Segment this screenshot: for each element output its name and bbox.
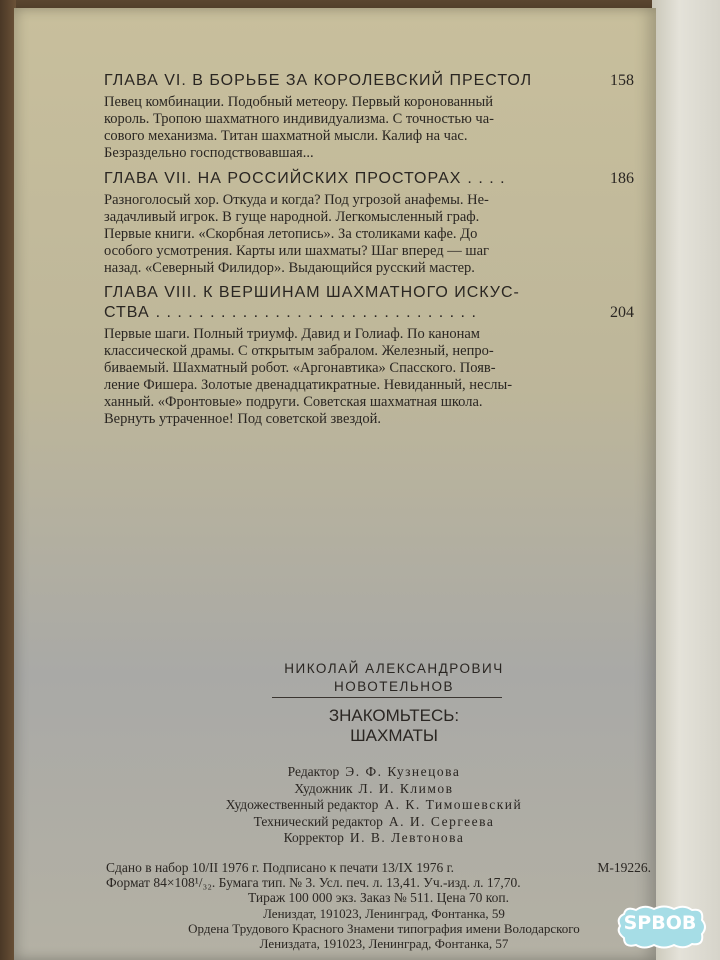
- imprint-line: [106, 860, 651, 875]
- imprint-dates: Сдано в набор 10/II 1976 г. Подписано к печати 13/IX 1976 г.: [106, 860, 454, 875]
- imprint-print-run: Тираж 100 000 экз. Заказ № 511. Цена 70 коп.: [247, 890, 510, 905]
- printer-address: Лениздата, 191023, Ленинград, Фонтанка, 57: [259, 936, 509, 951]
- credit-name: А. К. Тимошевский: [384, 797, 523, 812]
- author-name: [269, 660, 519, 696]
- summary-line: ханный. «Фронтовые» подруги. Советская шахматная школа.: [104, 394, 483, 410]
- summary-line: биваемый. Шахматный робот. «Аргонавтика» Спасского. Появ-: [104, 360, 496, 376]
- summary-line: Первые шаги. Полный триумф. Давид и Голиаф. По канонам: [104, 326, 480, 342]
- leader-dots: . . . . . . . . . . . . . . . . . . . . . . . . . . . . . .: [155, 304, 477, 321]
- credit-role: Художественный редактор: [225, 797, 379, 812]
- credit-name: Л. И. Климов: [358, 780, 454, 796]
- credit-line: [164, 764, 584, 781]
- chapter-heading: [104, 284, 634, 302]
- imprint-format: Формат 84×108¹/₃₂. Бумага тип. № 3. Усл. печ. л. 13,41. Уч.-изд. л. 17,70.: [106, 875, 521, 890]
- credit-line: [164, 797, 584, 814]
- facing-page-edge: [652, 0, 720, 960]
- credit-role: Редактор: [287, 764, 340, 779]
- chapter-title-continuation: СТВА: [104, 304, 150, 321]
- summary-line: ление Фишера. Золотые двенадцатикратные. Невиданный, неслы-: [104, 377, 513, 393]
- author-surname: НОВОТЕЛЬНОВ: [333, 679, 455, 694]
- chapter-heading: [104, 72, 634, 90]
- book-page: [14, 8, 656, 960]
- summary-line: назад. «Северный Филидор». Выдающийся русский мастер.: [104, 260, 475, 276]
- book-title: [269, 706, 519, 746]
- summary-line: классической драмы. С открытым забралом. Железный, непро-: [104, 343, 494, 359]
- credit-name: И. В. Левтонова: [349, 830, 465, 845]
- credit-role: Художник: [294, 780, 353, 796]
- chapter-page-number: 158: [610, 72, 634, 89]
- printer-name: Ордена Трудового Красного Знамени типография имени Володарского: [188, 921, 580, 936]
- summary-line: король. Тропою шахматного индивидуализма. С точностью ча-: [104, 111, 494, 127]
- credit-line: [164, 781, 584, 798]
- publisher-address: Лениздат, 191023, Ленинград, Фонтанка, 59: [263, 906, 505, 921]
- chapter-page-number: 186: [610, 170, 634, 187]
- chapter-title: ГЛАВА VIII. К ВЕРШИНАМ ШАХМАТНОГО ИСКУС-: [104, 284, 520, 301]
- chapter-summary: [104, 94, 604, 162]
- chapter-heading-continuation: [104, 304, 634, 322]
- summary-line: Безраздельно господствовавшая...: [104, 145, 314, 161]
- chapter-title: ГЛАВА VII. НА РОССИЙСКИХ ПРОСТОРАХ: [104, 170, 462, 187]
- credit-line: [164, 830, 584, 847]
- credit-role: Корректор: [283, 830, 344, 845]
- summary-line: сового механизма. Титан шахматной мысли. Калиф на час.: [104, 128, 468, 144]
- toc-chapter-6: [104, 72, 634, 162]
- watermark-text: SPBOB: [623, 912, 697, 934]
- summary-line: особого усмотрения. Карты или шахматы? Шаг вперед — шаг: [104, 243, 489, 259]
- summary-line: Первые книги. «Скорбная летопись». За столиками кафе. До: [104, 226, 478, 242]
- summary-line: задачливый игрок. В гуще народной. Легкомысленный граф.: [104, 209, 480, 225]
- toc-chapter-7: [104, 170, 634, 277]
- publisher-footer: [114, 906, 654, 951]
- summary-line: Разноголосый хор. Откуда и когда? Под угрозой анафемы. Не-: [104, 192, 489, 208]
- summary-line: Певец комбинации. Подобный метеору. Первый коронованный: [104, 94, 494, 110]
- chapter-title: ГЛАВА VI. В БОРЬБЕ ЗА КОРОЛЕВСКИЙ ПРЕСТОЛ: [104, 72, 533, 89]
- leader-dots: . . . .: [467, 170, 506, 187]
- print-imprint: [106, 860, 651, 905]
- credit-line: [164, 814, 584, 831]
- chapter-page-number: 204: [610, 304, 634, 321]
- chapter-summary: [104, 192, 604, 277]
- credits-block: [164, 764, 584, 847]
- author-first-names: НИКОЛАЙ АЛЕКСАНДРОВИЧ: [284, 661, 504, 676]
- credit-role: Технический редактор: [253, 813, 383, 829]
- book-title-line: ЗНАКОМЬТЕСЬ:: [328, 706, 460, 725]
- divider-rule: [272, 697, 502, 698]
- toc-chapter-8: [104, 284, 634, 428]
- book-title-line: ШАХМАТЫ: [350, 726, 438, 745]
- credit-name: Э. Ф. Кузнецова: [345, 764, 461, 779]
- imprint-code: М-19226.: [597, 860, 651, 875]
- chapter-summary: [104, 326, 604, 428]
- credit-name: А. И. Сергеева: [388, 813, 495, 829]
- chapter-heading: [104, 170, 634, 188]
- summary-line: Вернуть утраченное! Под советской звездой.: [104, 411, 382, 427]
